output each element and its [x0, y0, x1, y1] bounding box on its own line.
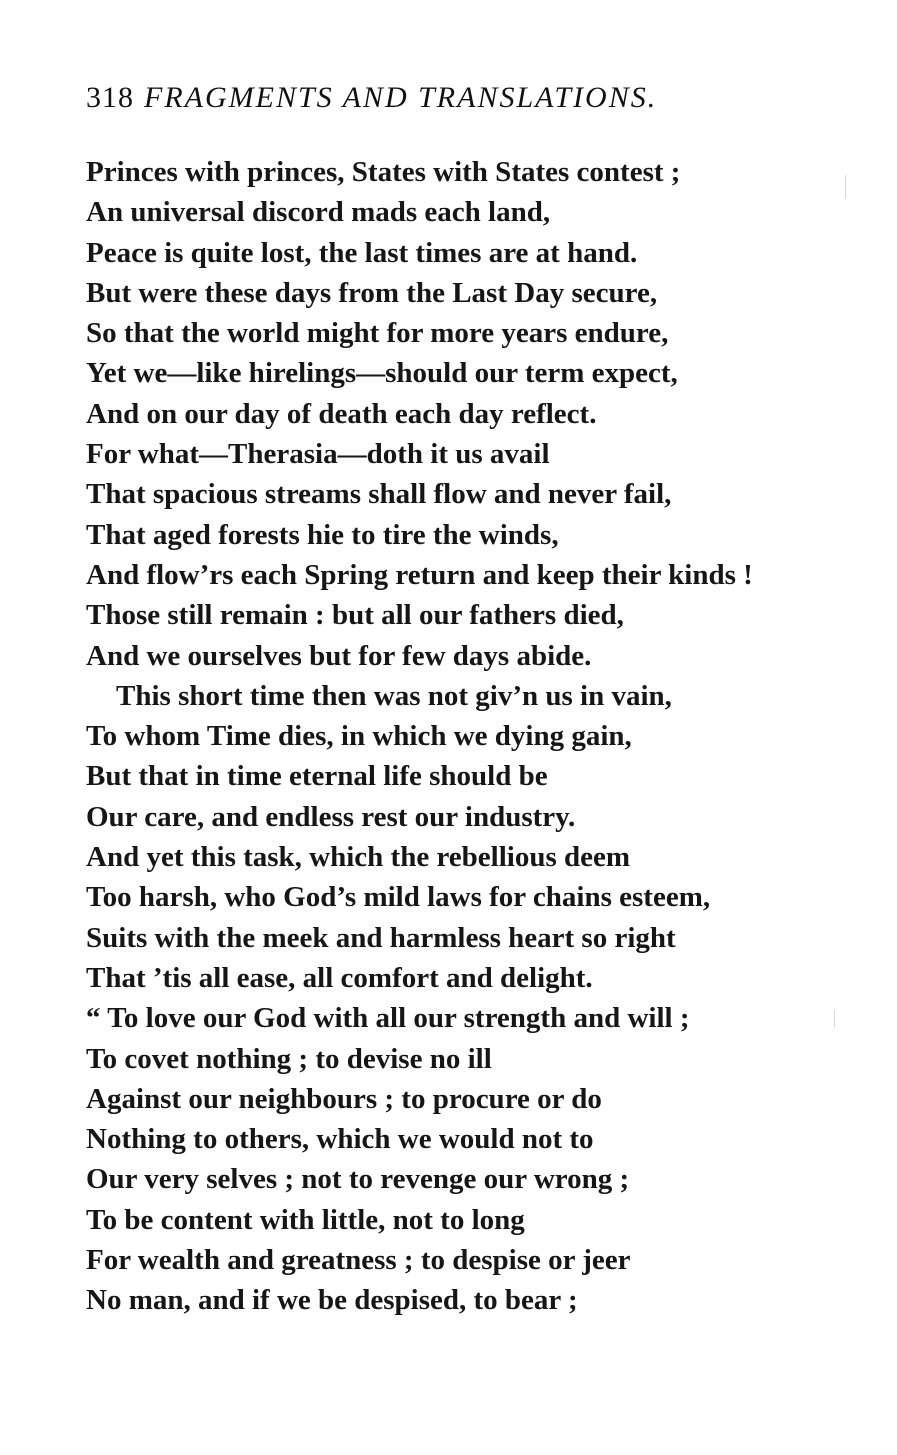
poem-line: Our very selves ; not to revenge our wrong ; — [86, 1163, 630, 1196]
scan-mark — [834, 1010, 835, 1028]
poem-line: This short time then was not giv’n us in vain, — [116, 679, 672, 712]
poem-line: That ’tis all ease, all comfort and delight. — [86, 961, 593, 994]
page-number: 318 — [86, 81, 134, 114]
poem-line: “ To love our God with all our strength and will ; — [86, 1002, 690, 1035]
poem-line: But that in time eternal life should be — [86, 760, 548, 793]
poem-text — [86, 152, 866, 1372]
poem-line: And on our day of death each day reflect. — [86, 397, 597, 430]
poem-line: That aged forests hie to tire the winds, — [86, 518, 559, 551]
poem-line: Too harsh, who God’s mild laws for chains esteem, — [86, 881, 711, 914]
poem-line: And yet this task, which the rebellious deem — [86, 841, 631, 874]
running-title: FRAGMENTS AND TRANSLATIONS. — [144, 81, 658, 114]
poem-line: For what—Therasia—doth it us avail — [86, 438, 550, 471]
poem-line: Those still remain : but all our fathers died, — [86, 599, 624, 632]
poem-line: So that the world might for more years endure, — [86, 317, 669, 350]
poem-line: That spacious streams shall flow and never fail, — [86, 478, 672, 511]
poem-line: To whom Time dies, in which we dying gain, — [86, 720, 632, 753]
poem-line: Nothing to others, which we would not to — [86, 1123, 594, 1156]
page-header — [86, 74, 846, 122]
poem-line: Suits with the meek and harmless heart so right — [86, 921, 676, 954]
poem-line: For wealth and greatness ; to despise or jeer — [86, 1244, 631, 1277]
scan-mark — [845, 175, 846, 199]
poem-line: But were these days from the Last Day secure, — [86, 276, 658, 309]
poem-line: Peace is quite lost, the last times are at hand. — [86, 236, 638, 269]
poem-line: Princes with princes, States with States contest ; — [86, 156, 681, 188]
poem-line: To be content with little, not to long — [86, 1203, 525, 1236]
poem-line: And flow’rs each Spring return and keep their kinds ! — [86, 558, 753, 591]
poem-line: Our care, and endless rest our industry. — [86, 800, 576, 833]
poem-line: No man, and if we be despised, to bear ; — [86, 1284, 578, 1317]
poem-line: And we ourselves but for few days abide. — [86, 639, 592, 672]
poem-line: To covet nothing ; to devise no ill — [86, 1042, 492, 1075]
poem-line: An universal discord mads each land, — [86, 196, 551, 229]
poem-line: Yet we—like hirelings—should our term expect, — [86, 357, 678, 390]
poem-line: Against our neighbours ; to procure or do — [86, 1082, 602, 1115]
